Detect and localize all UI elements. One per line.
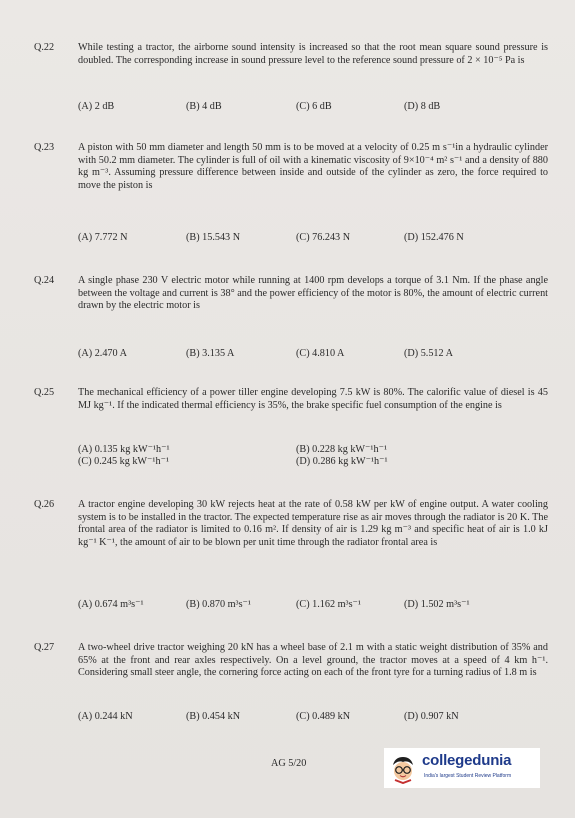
- option-a: (A) 2.470 A: [78, 348, 127, 359]
- question-number: Q.23: [34, 142, 55, 153]
- option-d: (D) 5.512 A: [404, 348, 453, 359]
- option-b: (B) 15.543 N: [186, 232, 241, 243]
- option-c: (C) 76.243 N: [296, 232, 351, 243]
- question-number: Q.24: [34, 275, 55, 286]
- brand-name: collegedunia: [422, 752, 512, 769]
- question-text: A piston with 50 mm diameter and length 50 mm is to be moved at a velocity of 0.25 m s⁻¹in a hydraulic cylinder with 50.2 mm diameter. The cylinder is full of oil with a kinematic viscosity of 9×10⁻⁴ m² s⁻¹ and a density of 880 kg m⁻³. Assuming pressure difference between inside and outside of the cylinder as zero, the force required to move the piston is: [78, 142, 548, 191]
- option-d: (D) 1.502 m³s⁻¹: [404, 599, 470, 610]
- collegedunia-watermark[interactable]: [384, 748, 540, 788]
- student-face-icon: [388, 754, 418, 784]
- question-text: A single phase 230 V electric motor while running at 1400 rpm develops a torque of 3.1 Nm. If the phase angle between the voltage and current is 38° and the power efficiency of the motor is 80%, the amount of electric current drawn by the electric motor is: [78, 275, 548, 312]
- options: [78, 232, 548, 245]
- option-b: (B) 0.454 kN: [186, 711, 241, 722]
- option-c: (C) 4.810 A: [296, 348, 345, 359]
- option-c: (C) 6 dB: [296, 101, 332, 112]
- option-a: (A) 2 dB: [78, 101, 115, 112]
- options: [78, 711, 548, 724]
- option-a: (A) 0.135 kg kW⁻¹h⁻¹: [78, 444, 170, 455]
- options: [78, 348, 548, 361]
- question-text: A tractor engine developing 30 kW rejects heat at the rate of 0.58 kW per kW of engine output. A water cooling system is to be installed in the tractor. The expected temperature rise as air moves through the radiator is 20 K. The frontal area of the radiator is limited to 0.16 m². If density of air is 1.29 kg m⁻³ and specific heat of air is 1.0 kJ kg⁻¹ K⁻¹, the amount of air to be blown per unit time through the radiator frontal area is: [78, 499, 548, 548]
- brand-tagline: India's largest Student Review Platform: [424, 773, 512, 779]
- option-b: (B) 0.228 kg kW⁻¹h⁻¹: [296, 444, 387, 455]
- question-number: Q.22: [34, 42, 55, 53]
- options: [78, 444, 548, 474]
- page-footer: AG 5/20: [271, 758, 307, 769]
- option-c: (C) 0.489 kN: [296, 711, 351, 722]
- option-a: (A) 0.244 kN: [78, 711, 133, 722]
- option-b: (B) 3.135 A: [186, 348, 235, 359]
- option-b: (B) 0.870 m³s⁻¹: [186, 599, 251, 610]
- option-c: (C) 0.245 kg kW⁻¹h⁻¹: [78, 456, 169, 467]
- options: [78, 101, 548, 114]
- question-number: Q.25: [34, 387, 55, 398]
- question-text: The mechanical efficiency of a power tiller engine developing 7.5 kW is 80%. The calorific value of diesel is 45 MJ kg⁻¹. If the indicated thermal efficiency is 35%, the brake specific fuel consumption of the engine is: [78, 387, 548, 411]
- option-d: (D) 8 dB: [404, 101, 441, 112]
- options: [78, 599, 548, 612]
- option-a: (A) 0.674 m³s⁻¹: [78, 599, 144, 610]
- option-a: (A) 7.772 N: [78, 232, 128, 243]
- question-number: Q.26: [34, 499, 55, 510]
- option-d: (D) 152.476 N: [404, 232, 464, 243]
- option-d: (D) 0.907 kN: [404, 711, 459, 722]
- question-number: Q.27: [34, 642, 55, 653]
- option-d: (D) 0.286 kg kW⁻¹h⁻¹: [296, 456, 388, 467]
- question-text: A two-wheel drive tractor weighing 20 kN has a wheel base of 2.1 m with a static weight distribution of 35% and 65% at the front and rear axles respectively. On a level ground, the tractor moves at a speed of 4 km h⁻¹. Considering small steer angle, the cornering force acting on each of the front tyre for a turning radius of 1.8 m is: [78, 642, 548, 679]
- question-text: While testing a tractor, the airborne sound intensity is increased so that the root mean square sound pressure is doubled. The corresponding increase in sound pressure level to the reference sound pressure of 2 × 10⁻⁵ Pa is: [78, 42, 548, 66]
- option-b: (B) 4 dB: [186, 101, 222, 112]
- option-c: (C) 1.162 m³s⁻¹: [296, 599, 361, 610]
